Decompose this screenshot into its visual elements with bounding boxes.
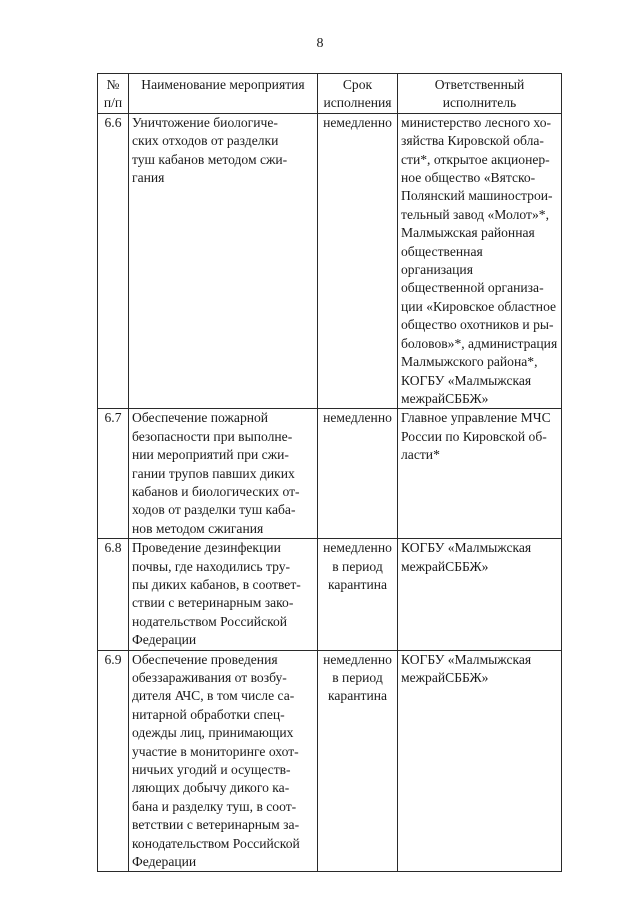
row-number: 6.6 [98,113,129,409]
header-responsible: Ответственный исполнитель [398,74,562,114]
measures-table [97,73,562,872]
row-responsible: КОГБУ «Малмыжская межрайСББЖ» [398,539,562,650]
row-responsible: Главное управление МЧС России по Кировской об- ласти* [398,409,562,539]
table-row [98,539,562,650]
row-measure-name: Проведение дезинфекции почвы, где находились тру- пы диких кабанов, в соответ- ствии с ветеринарным зако- нодательством Российской Федерации [129,539,318,650]
row-number: 6.7 [98,409,129,539]
row-responsible: КОГБУ «Малмыжская межрайСББЖ» [398,650,562,872]
header-measure-name: Наименование мероприятия [129,74,318,114]
row-term: немедленно в период карантина [318,650,398,872]
row-term: немедленно [318,409,398,539]
table-row [98,409,562,539]
header-term: Срок исполнения [318,74,398,114]
table-row [98,113,562,409]
header-number: № п/п [98,74,129,114]
row-number: 6.9 [98,650,129,872]
row-measure-name: Обеспечение проведения обеззараживания от возбу- дителя АЧС, в том числе са- нитарной обработки спец- одежды лиц, принимающих участие в мониторинге охот- ничьих угодий и осуществ- ляющих добычу дикого ка- бана и разделку туш, в соот- ветствии с ветеринарным за- конодательством Российской Федерации [129,650,318,872]
row-number: 6.8 [98,539,129,650]
row-measure-name: Обеспечение пожарной безопасности при выполне- нии мероприятий при сжи- гании трупов павших диких кабанов и биологических от- ходов от разделки туш каба- нов методом сжигания [129,409,318,539]
row-measure-name: Уничтожение биологиче- ских отходов от разделки туш кабанов методом сжи- гания [129,113,318,409]
table-header-row [98,74,562,114]
page-number: 8 [316,36,324,51]
table-row [98,650,562,872]
row-term: немедленно в период карантина [318,539,398,650]
row-responsible: министерство лесного хо- зяйства Кировской обла- сти*, открытое акционер- ное общество «Вятско- Полянский машинострои- тельный завод «Молот»*, Малмыжская районная общественная организация общественной организа- ции «Кировское областное общество охотников и ры- боловов»*, администрация Малмыжского района*, КОГБУ «Малмыжская межрайСББЖ» [398,113,562,409]
row-term: немедленно [318,113,398,409]
